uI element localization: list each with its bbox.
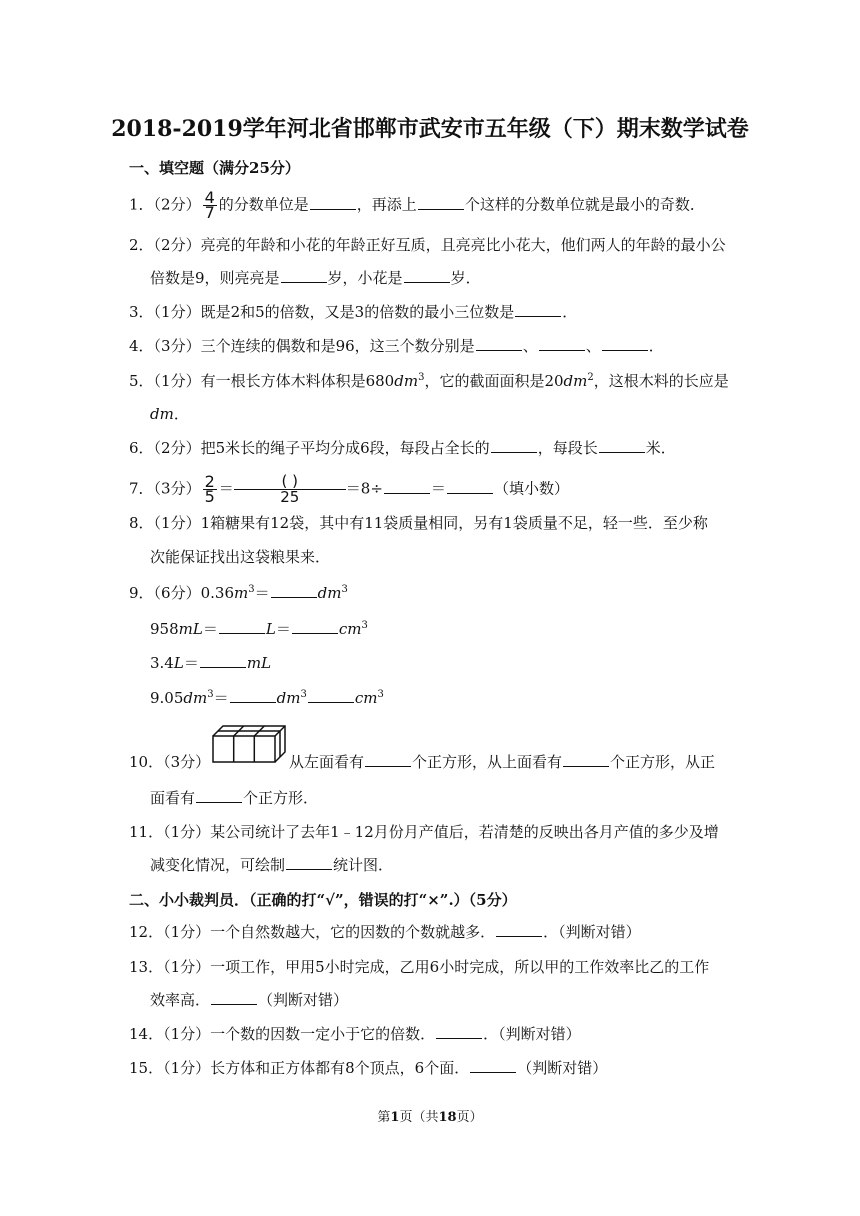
answer-blank[interactable] bbox=[602, 336, 648, 351]
question-3: 3．（1分）既是2和5的倍数，又是3的倍数的最小三位数是 ． bbox=[129, 303, 578, 321]
cube-stack-figure bbox=[209, 722, 289, 766]
answer-blank[interactable] bbox=[563, 752, 609, 767]
question-13: 13．（1分）一项工作，甲用5小时完成，乙用6小时完成，所以甲的工作效率比乙的工作 bbox=[129, 958, 710, 976]
question-14: 14．（1分）一个数的因数一定小于它的倍数． ．（判断对错） bbox=[129, 1025, 581, 1043]
question-12: 12．（1分）一个自然数越大，它的因数的个数就越多． ．（判断对错） bbox=[129, 923, 641, 941]
answer-blank[interactable] bbox=[447, 479, 493, 494]
question-7: 7．（3分） $\frac{2}{5}$ ＝ ( ) 25 ＝8÷ ＝ （填小数） bbox=[129, 472, 569, 506]
answer-blank[interactable] bbox=[310, 195, 356, 210]
answer-blank[interactable] bbox=[230, 688, 276, 703]
answer-blank[interactable] bbox=[470, 1058, 516, 1073]
answer-blank[interactable] bbox=[365, 752, 411, 767]
question-15: 15．（1分）长方体和正方体都有8个顶点，6个面． （判断对错） bbox=[129, 1059, 608, 1077]
question-11: 11．（1分）某公司统计了去年1﹣12月份月产值后，若清楚的反映出各月产值的多少及增 bbox=[129, 823, 719, 841]
fraction-4-7: $\frac{4}{7}$ bbox=[204, 188, 215, 222]
question-10-text: 从左面看有 个正方形，从上面看有 个正方形，从正 bbox=[289, 753, 716, 771]
question-4: 4．（3分）三个连续的偶数和是96，这三个数分别是 、 、 ． bbox=[129, 337, 664, 355]
fraction-2-5: $\frac{2}{5}$ bbox=[204, 472, 215, 506]
answer-blank[interactable] bbox=[404, 268, 450, 283]
page-title: 2018-2019学年河北省邯郸市武安市五年级（下）期末数学试卷 bbox=[111, 116, 749, 142]
question-10-cont: 面看有 个正方形． bbox=[150, 789, 319, 807]
question-1: 1．（2分） $\frac{4}{7}$ 的分数单位是 ，再添上 个这样的分数单位就是最小的奇数． bbox=[129, 188, 705, 222]
answer-blank[interactable] bbox=[196, 788, 242, 803]
answer-blank[interactable] bbox=[418, 195, 464, 210]
answer-blank[interactable] bbox=[200, 653, 246, 668]
answer-blank[interactable] bbox=[436, 1024, 482, 1039]
question-11-cont: 减变化情况，可绘制 统计图． bbox=[150, 856, 394, 874]
section-heading-2: 二、小小裁判员．（正确的打“√”，错误的打“×”.）（5分） bbox=[129, 891, 517, 909]
answer-blank[interactable] bbox=[539, 336, 585, 351]
question-6: 6．（2分）把5米长的绳子平均分成6段，每段占全长的 ，每段长 米． bbox=[129, 439, 676, 457]
answer-blank[interactable] bbox=[286, 855, 332, 870]
question-8: 8．（1分）1箱糖果有12袋，其中有11袋质量相同，另有1袋质量不足，轻一些．至少称 bbox=[129, 514, 708, 532]
answer-blank[interactable] bbox=[211, 990, 257, 1005]
answer-blank[interactable] bbox=[292, 619, 338, 634]
answer-blank[interactable] bbox=[384, 479, 430, 494]
question-13-cont: 效率高． （判断对错） bbox=[150, 991, 349, 1009]
question-9-line-3: 3.4L＝ mL bbox=[150, 654, 272, 672]
question-5: 5．（1分）有一根长方体木料体积是$680dm^3$，它的截面面积是$20dm^2$，这根木料的长应是 bbox=[129, 372, 729, 390]
answer-blank[interactable] bbox=[491, 438, 537, 453]
section-heading-1: 一、填空题（满分25分） bbox=[129, 159, 300, 177]
fraction-blank-25: ( ) 25 bbox=[234, 474, 346, 505]
answer-blank[interactable] bbox=[281, 268, 327, 283]
question-8-cont: 次能保证找出这袋粮果来． bbox=[150, 548, 331, 566]
question-5-cont: dm． bbox=[150, 405, 189, 423]
answer-blank[interactable] bbox=[496, 922, 542, 937]
answer-blank[interactable] bbox=[599, 438, 645, 453]
answer-blank[interactable] bbox=[219, 619, 265, 634]
answer-blank[interactable] bbox=[515, 302, 561, 317]
question-9-line-1: 9．（6分）$0.36m^3= dm^3$ bbox=[129, 584, 348, 602]
question-2-cont: 倍数是9，则亮亮是 岁，小花是 岁． bbox=[150, 269, 481, 287]
page-footer: 第1页（共18页） bbox=[377, 1110, 483, 1125]
answer-blank[interactable] bbox=[476, 336, 522, 351]
question-9-line-2: $958mL= L= cm^3$ bbox=[150, 620, 368, 638]
question-9-line-4: $9.05dm^3= dm^3$ $cm^3$ bbox=[150, 689, 384, 707]
answer-blank[interactable] bbox=[271, 583, 317, 598]
question-2: 2．（2分）亮亮的年龄和小花的年龄正好互质，且亮亮比小花大，他们两人的年龄的最小公 bbox=[129, 236, 726, 254]
answer-blank[interactable] bbox=[308, 688, 354, 703]
question-10: 10．（3分） bbox=[129, 753, 211, 771]
